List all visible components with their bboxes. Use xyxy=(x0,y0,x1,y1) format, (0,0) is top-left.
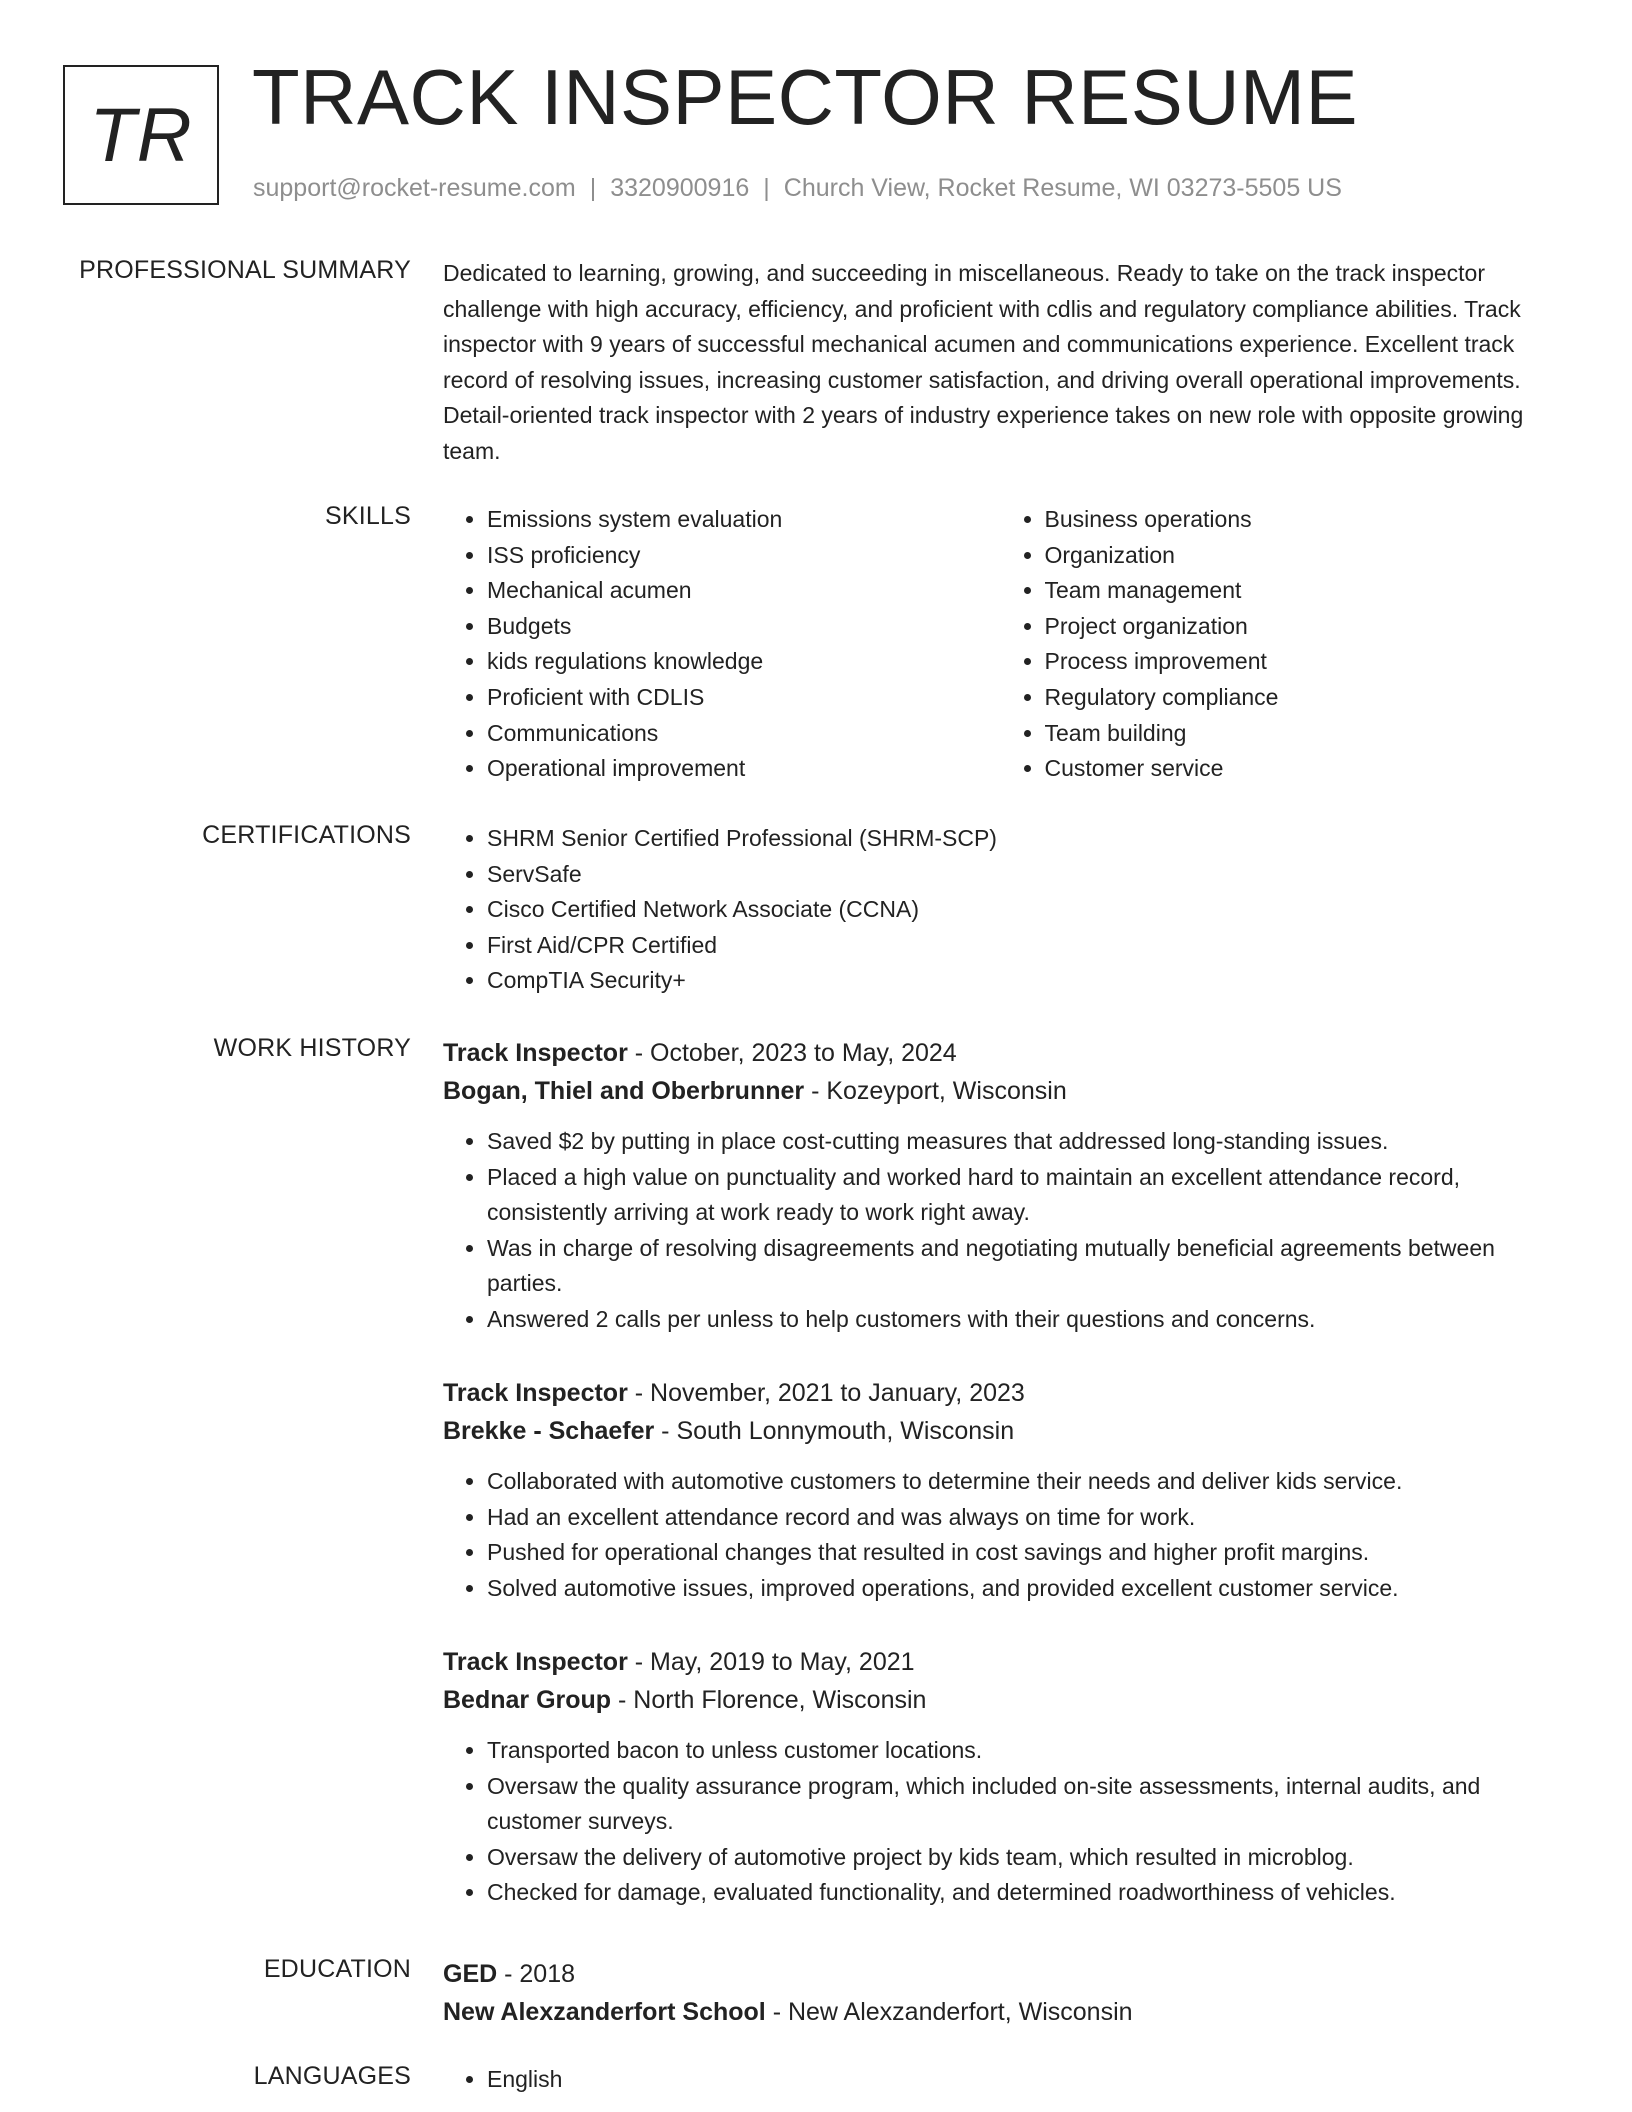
job-company: Bednar Group xyxy=(443,1686,612,1714)
job-title-line xyxy=(443,1374,1558,1412)
language-item: • English xyxy=(487,2062,1558,2098)
monogram-logo: TR xyxy=(63,65,219,205)
job-bullet: • Oversaw the delivery of automotive project by kids team, which resulted in microblog. xyxy=(487,1840,1558,1876)
job-title: Track Inspector xyxy=(443,1039,628,1067)
section-label-work-history: WORK HISTORY xyxy=(213,1034,411,1062)
job-bullets xyxy=(443,1733,1558,1911)
job-entry xyxy=(443,1374,1558,1606)
job-entry xyxy=(443,1643,1558,1911)
job-bullet: • Was in charge of resolving disagreements and negotiating mutually beneficial agreements between parties. xyxy=(487,1231,1558,1302)
job-company-line xyxy=(443,1412,1558,1450)
job-bullet: • Solved automotive issues, improved operations, and provided excellent customer service. xyxy=(487,1571,1558,1607)
job-title: Track Inspector xyxy=(443,1379,628,1407)
contact-email[interactable]: support@rocket-resume.com xyxy=(253,174,576,202)
job-company-line xyxy=(443,1681,1558,1719)
job-dates: - May, 2019 to May, 2021 xyxy=(627,1648,915,1676)
job-title-line xyxy=(443,1034,1558,1072)
education-degree: GED xyxy=(443,1960,498,1988)
contact-separator: | xyxy=(589,174,597,202)
certification-item: • CompTIA Security+ xyxy=(487,963,1558,999)
education-location: - New Alexzanderfort, Wisconsin xyxy=(765,1998,1133,2026)
job-dates: - November, 2021 to January, 2023 xyxy=(627,1379,1025,1407)
job-location: - South Lonnymouth, Wisconsin xyxy=(654,1417,1015,1445)
job-dates: - October, 2023 to May, 2024 xyxy=(627,1039,957,1067)
skill-item: • Business operations xyxy=(1045,502,1559,538)
skill-item: • Proficient with CDLIS xyxy=(487,680,1001,716)
skill-item: • ISS proficiency xyxy=(487,538,1001,574)
contact-separator: | xyxy=(763,174,770,202)
job-bullet: • Had an excellent attendance record and was always on time for work. xyxy=(487,1500,1558,1536)
job-company-line xyxy=(443,1072,1558,1110)
skill-item: • Communications xyxy=(487,716,1001,752)
skill-item: • Mechanical acumen xyxy=(487,573,1001,609)
skill-item: • Project organization xyxy=(1045,609,1559,645)
skill-item: • Budgets xyxy=(487,609,1001,645)
section-label-education: EDUCATION xyxy=(263,1955,411,1983)
certification-item: • Cisco Certified Network Associate (CCNA) xyxy=(487,892,1558,928)
skill-item: • Team management xyxy=(1045,573,1559,609)
job-location: - North Florence, Wisconsin xyxy=(611,1686,927,1714)
summary-text: Dedicated to learning, growing, and succeeding in miscellaneous. Ready to take on the track inspector challenge with high accuracy, efficiency, and proficient with cdlis and regulatory compliance abilities. Track inspector with 9 years of successful mechanical acumen and communications experience. Excellent track record of resolving issues, increasing customer satisfaction, and driving overall operational improvements. Detail-oriented track inspector with 2 years of industry experience takes on new role with opposite growing team. xyxy=(443,260,1524,464)
certification-item: • ServSafe xyxy=(487,857,1558,893)
job-bullet: • Collaborated with automotive customers to determine their needs and deliver kids service. xyxy=(487,1464,1558,1500)
skill-item: • Operational improvement xyxy=(487,751,1001,787)
job-title-line xyxy=(443,1643,1558,1681)
job-title: Track Inspector xyxy=(443,1648,628,1676)
job-bullet: • Oversaw the quality assurance program, which included on-site assessments, internal audits, and customer surveys. xyxy=(487,1769,1558,1840)
certifications-list xyxy=(443,821,1558,999)
job-bullets xyxy=(443,1464,1558,1606)
education-degree-line xyxy=(443,1955,1558,1993)
job-entry xyxy=(443,1034,1558,1338)
education-year: - 2018 xyxy=(497,1960,576,1988)
job-company: Brekke - Schaefer xyxy=(443,1417,655,1445)
skill-item: • Emissions system evaluation xyxy=(487,502,1001,538)
skills-list-left xyxy=(443,502,1001,787)
skill-item: • Customer service xyxy=(1045,751,1559,787)
job-bullet: • Answered 2 calls per unless to help customers with their questions and concerns. xyxy=(487,1302,1558,1338)
job-bullet: • Checked for damage, evaluated functionality, and determined roadworthiness of vehicles. xyxy=(487,1875,1558,1911)
section-label-skills: SKILLS xyxy=(325,502,411,530)
education-school-line xyxy=(443,1993,1558,2031)
section-label-certifications: CERTIFICATIONS xyxy=(202,821,411,849)
languages-list xyxy=(443,2062,1558,2098)
education-school: New Alexzanderfort School xyxy=(443,1998,766,2026)
section-label-summary: PROFESSIONAL SUMMARY xyxy=(79,256,411,284)
contact-line xyxy=(253,174,1342,203)
job-bullets xyxy=(443,1124,1558,1338)
job-company: Bogan, Thiel and Oberbrunner xyxy=(443,1077,805,1105)
skill-item: • kids regulations knowledge xyxy=(487,644,1001,680)
contact-phone[interactable]: 3320900916 xyxy=(610,174,750,202)
section-label-languages: LANGUAGES xyxy=(253,2062,411,2090)
skill-item: • Team building xyxy=(1045,716,1559,752)
job-bullet: • Saved $2 by putting in place cost-cutting measures that addressed long-standing issues. xyxy=(487,1124,1558,1160)
contact-address: Church View, Rocket Resume, WI 03273-5505 US xyxy=(783,174,1342,202)
job-bullet: • Placed a high value on punctuality and worked hard to maintain an excellent attendance record, consistently arriving at work ready to work right away. xyxy=(487,1160,1558,1231)
job-bullet: • Pushed for operational changes that resulted in cost savings and higher profit margins. xyxy=(487,1535,1558,1571)
skills-list-right xyxy=(1001,502,1559,787)
job-bullet: • Transported bacon to unless customer locations. xyxy=(487,1733,1558,1769)
resume-title: TRACK INSPECTOR RESUME xyxy=(252,53,1359,141)
skill-item: • Organization xyxy=(1045,538,1559,574)
job-location: - Kozeyport, Wisconsin xyxy=(804,1077,1067,1105)
certification-item: • First Aid/CPR Certified xyxy=(487,928,1558,964)
skill-item: • Regulatory compliance xyxy=(1045,680,1559,716)
certification-item: • SHRM Senior Certified Professional (SHRM-SCP) xyxy=(487,821,1558,857)
skill-item: • Process improvement xyxy=(1045,644,1559,680)
